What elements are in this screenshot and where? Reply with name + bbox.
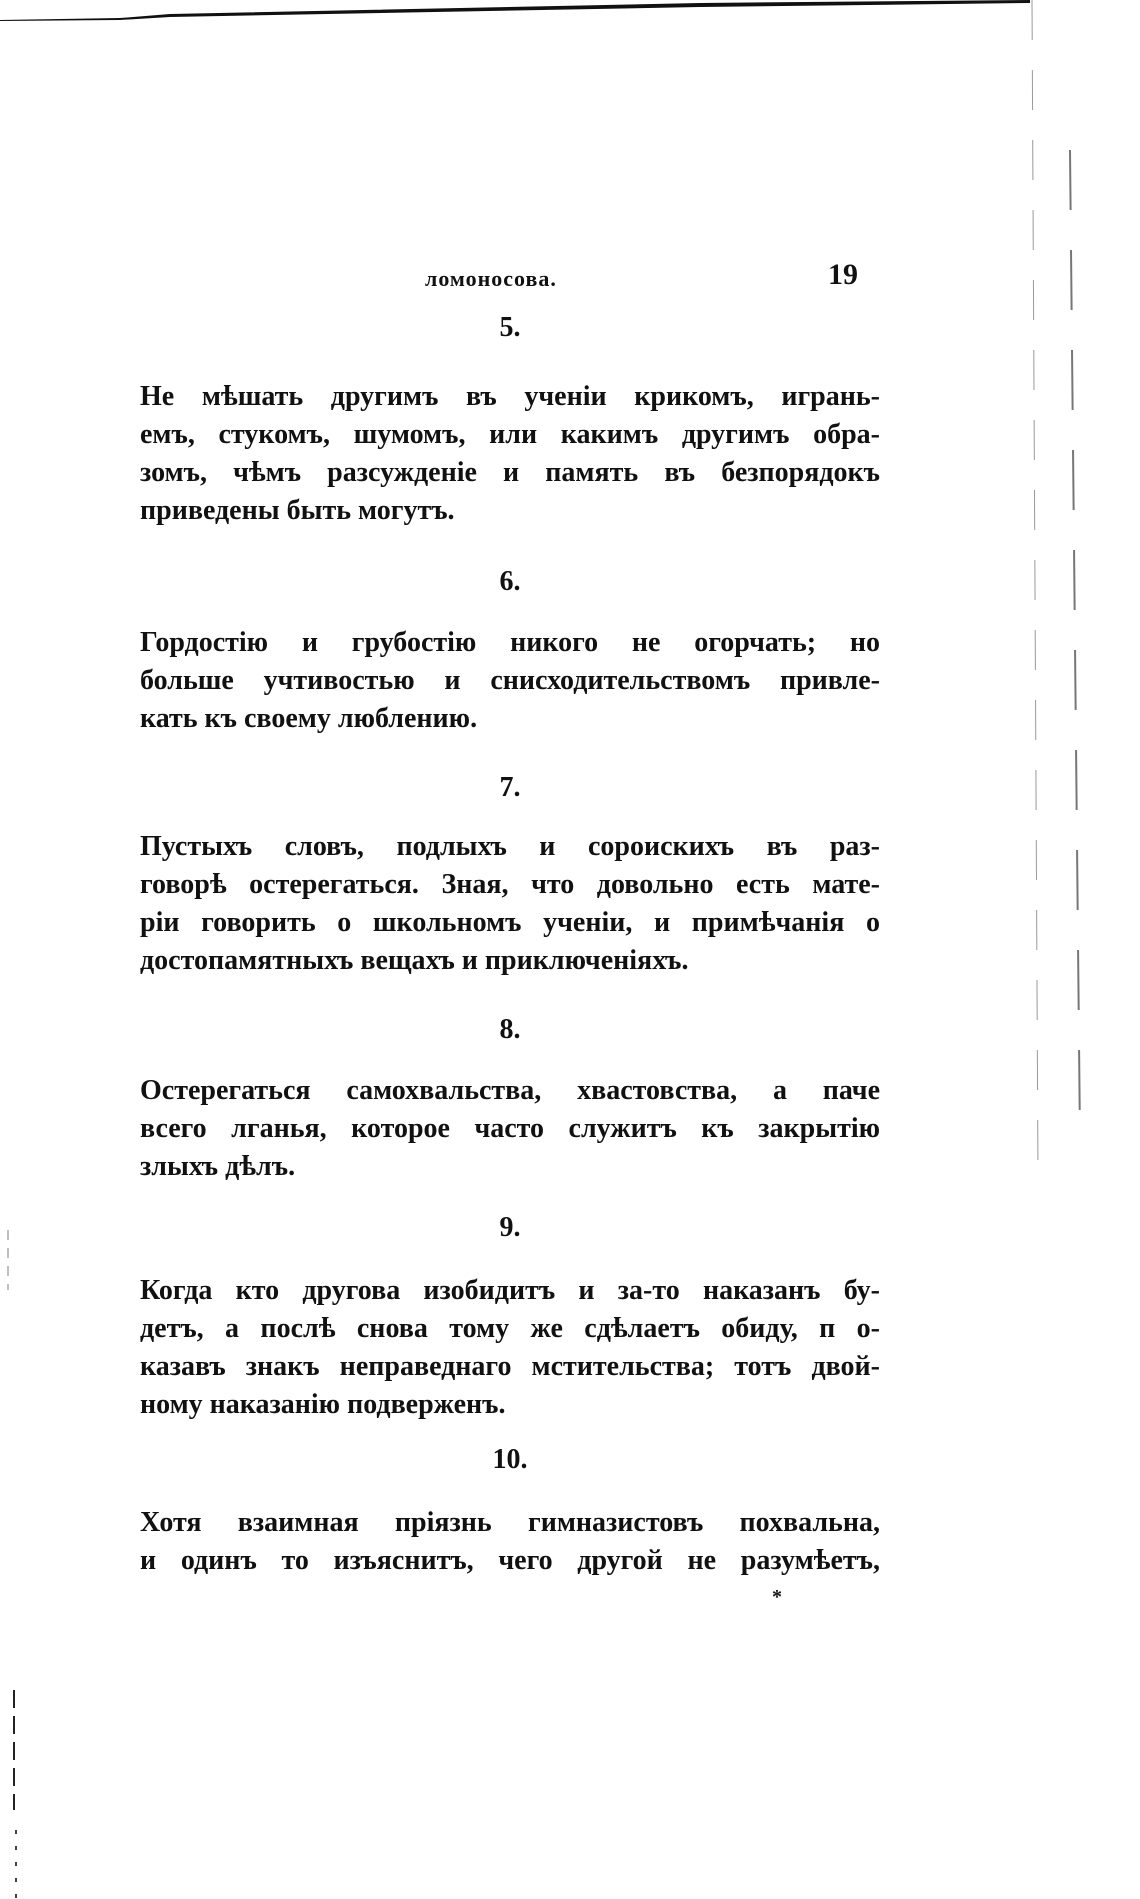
rule-line: достопамятныхъ вещахъ и приключеніяхъ. bbox=[140, 945, 689, 976]
rule-line: ріи говорить о школьномъ ученіи, и примѣчанія о bbox=[140, 907, 880, 938]
rule-line: казавъ знакъ неправеднаго мстительства; тотъ двой- bbox=[140, 1351, 880, 1382]
top-page-edge bbox=[0, 0, 1030, 24]
rule-number: 10. bbox=[492, 1444, 528, 1475]
footer-mark: * bbox=[772, 1586, 782, 1608]
rule-line: Гордостію и грубостію никого не огорчать; но bbox=[140, 627, 880, 658]
rule-line: зомъ, чѣмъ разсужденіе и память въ безпорядокъ bbox=[140, 457, 880, 488]
rule-line: злыхъ дѣлъ. bbox=[140, 1151, 296, 1182]
rule-number: 9. bbox=[499, 1212, 521, 1243]
rule-line: и одинъ то изъяснитъ, чего другой не разумѣетъ, bbox=[140, 1545, 880, 1576]
rule-line: Когда кто другова изобидитъ и за-то наказанъ бу- bbox=[140, 1275, 880, 1306]
page-header bbox=[0, 258, 1140, 298]
left-page-edge bbox=[0, 1230, 30, 1899]
rule-number: 5. bbox=[499, 312, 521, 343]
rule-line: говорѣ остерегаться. Зная, что довольно есть мате- bbox=[140, 869, 880, 900]
running-title: ломоносова. bbox=[425, 266, 557, 291]
rule-line: емъ, стукомъ, шумомъ, или какимъ другимъ обра- bbox=[140, 419, 880, 450]
rule-line: кать къ своему люблению. bbox=[140, 703, 478, 734]
page-number: 19 bbox=[828, 258, 858, 291]
rule-line: всего лганья, которое часто служитъ къ закрытію bbox=[140, 1113, 880, 1144]
rule-line: Остерегаться самохвальства, хвастовства, а паче bbox=[140, 1075, 880, 1106]
rule-line: Хотя взаимная пріязнь гимназистовъ похвальна, bbox=[140, 1507, 880, 1538]
rule-line: детъ, а послѣ снова тому же сдѣлаетъ обиду, п о- bbox=[140, 1313, 880, 1344]
rule-number: 6. bbox=[499, 566, 521, 597]
rule-line: больше учтивостью и снисходительствомъ привле- bbox=[140, 665, 880, 696]
rule-line: Пустыхъ словъ, подлыхъ и сороискихъ въ раз- bbox=[140, 831, 880, 862]
rule-number: 8. bbox=[499, 1014, 521, 1045]
rule-line: ному наказанію подверженъ. bbox=[140, 1389, 506, 1420]
rule-line: приведены быть могутъ. bbox=[140, 495, 455, 526]
rule-line: Не мѣшать другимъ въ ученіи крикомъ, игрань- bbox=[140, 381, 880, 412]
rule-number: 7. bbox=[499, 772, 521, 803]
